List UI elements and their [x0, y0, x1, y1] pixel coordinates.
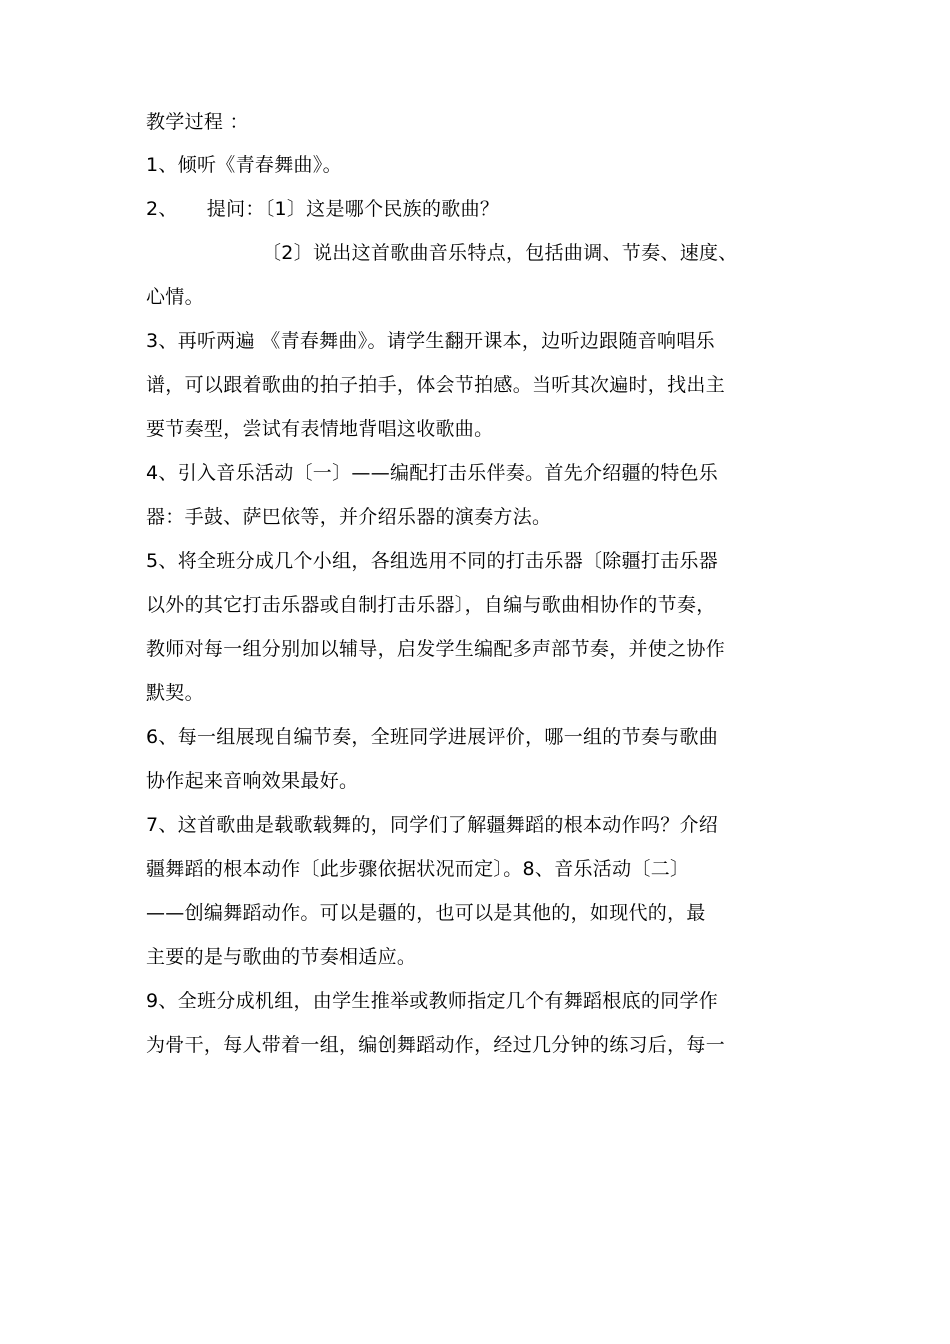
text-line-14: 6、每一组展现自编节奏，全班同学进展评价，哪一组的节奏与歌曲 — [146, 726, 719, 748]
text-line-21: 为骨干，每人带着一组，编创舞蹈动作，经过几分钟的练习后，每一 — [146, 1034, 726, 1056]
text-line-13: 默契。 — [146, 682, 204, 704]
text-line-4: 心情。 — [146, 286, 204, 308]
text-line-3: 〔2〕说出这首歌曲音乐特点，包括曲调、节奏、速度、 — [262, 242, 738, 264]
text-line-19: 主要的是与歌曲的节奏相适应。 — [146, 946, 417, 968]
text-line-16: 7、这首歌曲是载歌载舞的，同学们了解疆舞蹈的根本动作吗？介绍 — [146, 814, 719, 836]
text-line-10: 5、将全班分成几个小组，各组选用不同的打击乐器〔除疆打击乐器 — [146, 550, 719, 572]
text-line-6: 谱，可以跟着歌曲的拍子拍手，体会节拍感。当听其次遍时，找出主 — [146, 374, 726, 396]
text-line-12: 教师对每一组分别加以辅导，启发学生编配多声部节奏，并使之协作 — [146, 638, 726, 660]
text-line-15: 协作起来音响效果最好。 — [146, 770, 359, 792]
text-line-17: 疆舞蹈的根本动作〔此步骤依据状况而定〕。8、音乐活动〔二〕 — [146, 858, 690, 880]
text-line-18: ——创编舞蹈动作。可以是疆的，也可以是其他的，如现代的，最 — [146, 902, 706, 924]
text-line-11: 以外的其它打击乐器或自制打击乐器〕，自编与歌曲相协作的节奏， — [146, 594, 716, 616]
text-line-7: 要节奏型，尝试有表情地背唱这收歌曲。 — [146, 418, 494, 440]
text-line-9: 器：手鼓、萨巴依等，并介绍乐器的演奏方法。 — [146, 506, 552, 528]
text-line-5: 3、再听两遍 《青春舞曲》。请学生翻开课本，边听边跟随音响唱乐 — [146, 330, 715, 352]
text-line-20: 9、全班分成机组，由学生推举或教师指定几个有舞蹈根底的同学作 — [146, 990, 719, 1012]
text-line-1: 1、倾听《青春舞曲》。 — [146, 154, 342, 176]
text-line-8: 4、引入音乐活动〔一〕——编配打击乐伴奏。首先介绍疆的特色乐 — [146, 462, 719, 484]
text-line-2: 2、 提问：〔1〕这是哪个民族的歌曲？ — [146, 198, 500, 220]
section-heading: 教学过程 ： — [146, 111, 249, 133]
